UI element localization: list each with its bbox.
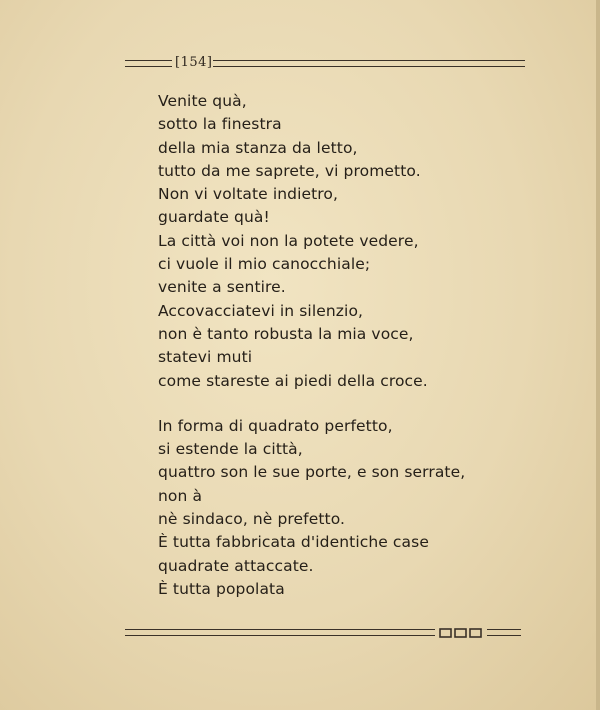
poem-line: quadrate attaccate. [158, 556, 314, 575]
header-rule-left [125, 60, 172, 67]
page-number: [154] [175, 55, 213, 70]
poem-line: della mia stanza da letto, [158, 138, 358, 157]
poem-line: non à [158, 486, 203, 505]
poem-line: Non vi voltate indietro, [158, 185, 339, 204]
poem-line: È tutta popolata [158, 579, 285, 598]
poem-line: ci vuole il mio canocchiale; [158, 255, 371, 274]
page-header [125, 54, 525, 74]
poem [158, 90, 518, 601]
poem-line: statevi muti [158, 348, 253, 367]
footer-rule-right [487, 629, 521, 636]
poem-line: tutto da me saprete, vi prometto. [158, 161, 421, 180]
three-square-ornament-icon [439, 626, 483, 640]
stanza-1 [158, 90, 518, 393]
poem-line: È tutta fabbricata d'identiche case [158, 533, 429, 552]
poem-line: guardate quà! [158, 208, 270, 227]
poem-line: non è tanto robusta la mia voce, [158, 324, 414, 343]
header-rule-right [213, 60, 525, 67]
poem-line: venite a sentire. [158, 278, 286, 297]
stanza-break [158, 393, 518, 415]
poem-line: come stareste ai piedi della croce. [158, 371, 428, 390]
page-footer [125, 626, 525, 642]
stanza-2 [158, 415, 518, 601]
poem-line: La città voi non la potete vedere, [158, 231, 419, 250]
footer-rule-left [125, 629, 435, 636]
poem-line: quattro son le sue porte, e son serrate, [158, 463, 466, 482]
poem-line: In forma di quadrato perfetto, [158, 416, 393, 435]
poem-line: sotto la finestra [158, 115, 282, 134]
poem-line: Venite quà, [158, 92, 247, 110]
poem-line: nè sindaco, nè prefetto. [158, 510, 346, 529]
page-edge [596, 0, 600, 710]
poem-line: si estende la città, [158, 440, 303, 459]
poem-line: Accovacciatevi in silenzio, [158, 301, 364, 320]
